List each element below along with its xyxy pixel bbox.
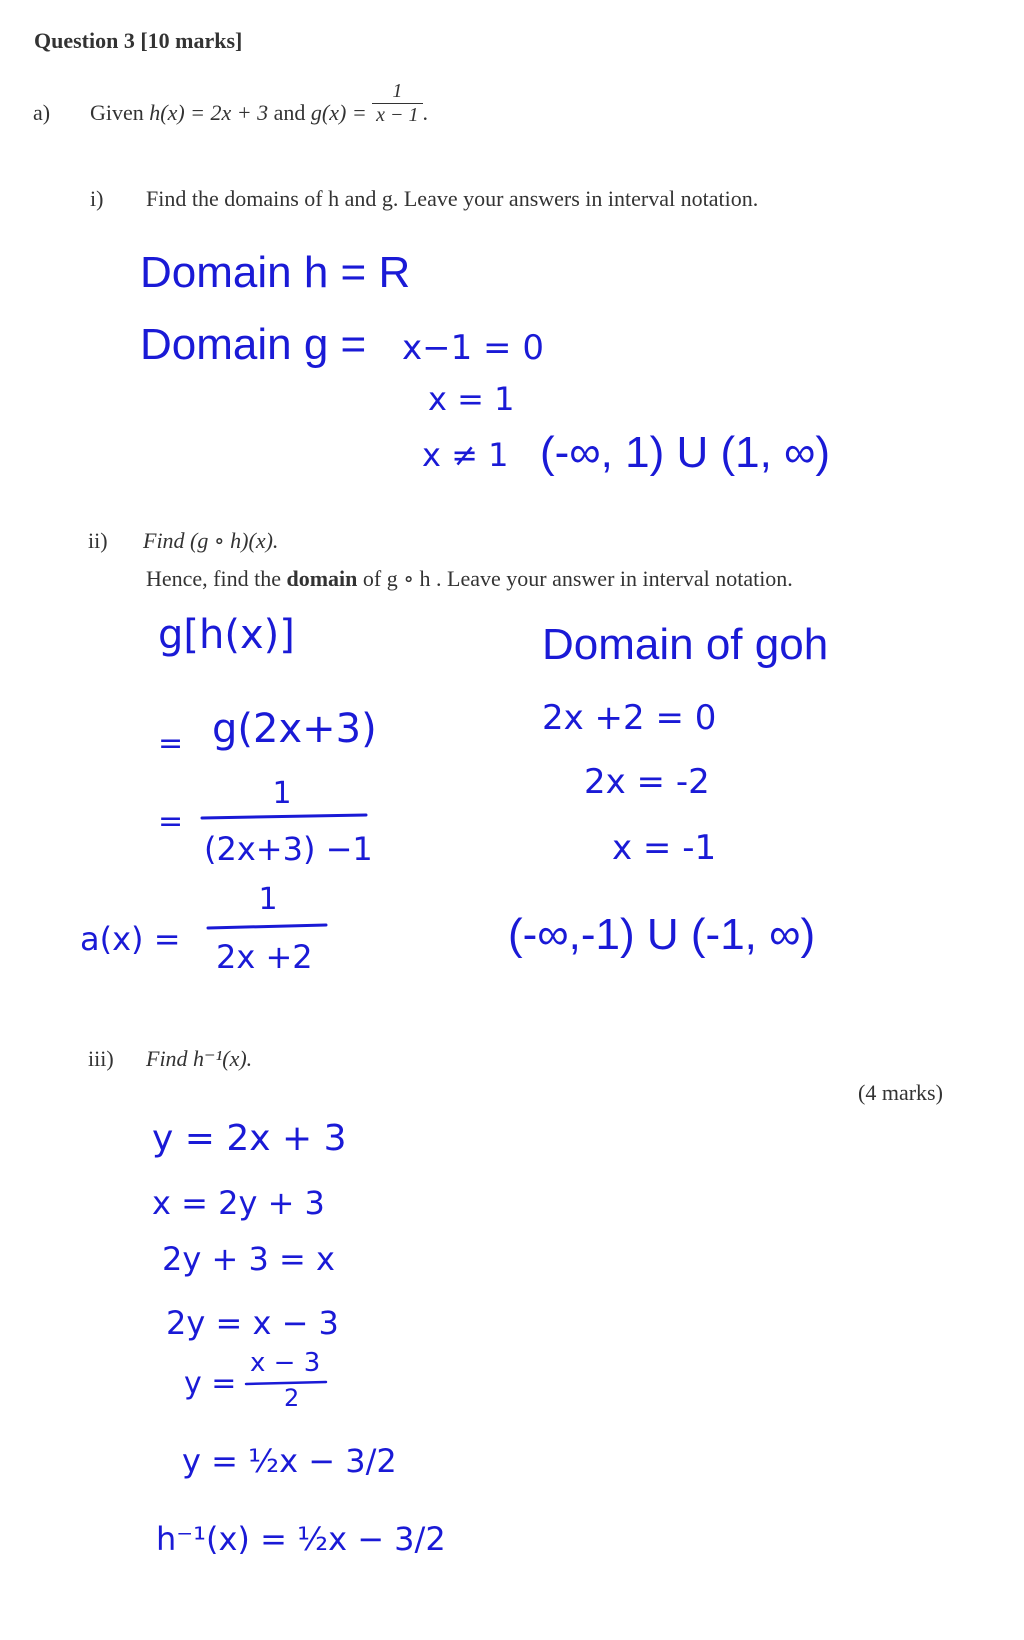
g-numerator: 1 [392,80,403,103]
g-denominator: x − 1 [372,103,422,127]
goh-line1: g[h(x)] [158,612,295,658]
part-ii-label: ii) [88,528,108,553]
domain-g-interval: (-∞, 1) U (1, ∞) [540,428,831,477]
goh-line3-den: (2x+3) −1 [204,830,373,868]
goh-line2: g(2x+3) [212,706,377,752]
domain-g-step1: x−1 = 0 [402,328,544,368]
fraction-bar-line3 [202,815,366,818]
q2-pre: Hence, find the [146,566,281,591]
domain-goh-title: Domain of goh [542,620,829,669]
inverse-line1: y = 2x + 3 [152,1118,347,1159]
inverse-line7: h⁻¹(x) = ½x − 3/2 [156,1520,446,1558]
inverse-line5-lhs: y = [184,1366,237,1401]
inverse-line4: 2y = x − 3 [166,1304,339,1342]
domain-g-step2: x = 1 [428,380,515,418]
inverse-line5-num: x − 3 [250,1348,321,1378]
goh-line4-num: 1 [258,882,278,917]
marks-label: (4 marks) [858,1080,943,1105]
inverse-line5-den: 2 [284,1384,300,1412]
domain-g-step3: x ≠ 1 [422,436,509,474]
and-text: and [273,100,306,125]
domain-goh-step2: 2x = -2 [584,762,710,802]
goh-line4-lhs: a(x) = [80,920,181,958]
part-i-label: i) [90,186,104,211]
given-text: Given [90,100,144,125]
fraction-bar-line4 [208,925,326,928]
domain-goh-interval: (-∞,-1) U (-1, ∞) [508,910,816,959]
q2-bold: domain [286,566,358,591]
inverse-line2: x = 2y + 3 [152,1184,325,1222]
domain-h-answer: Domain h = R [140,248,411,297]
q2-post: of g ∘ h . Leave your answer in interval notation. [362,566,793,591]
goh-line4-den: 2x +2 [216,938,313,976]
part-iii-label: iii) [88,1046,114,1071]
period: . [422,100,429,125]
question-title: Question 3 [10 marks] [34,28,243,53]
g-definition-lhs: g(x) = [310,100,367,125]
h-definition: h(x) = 2x + 3 [149,100,269,125]
eq-sign-2: = [158,804,184,839]
domain-goh-step1: 2x +2 = 0 [542,698,717,738]
inverse-line6: y = ½x − 3/2 [182,1442,397,1480]
part-i-question: Find the domains of h and g. Leave your answers in interval notation. [146,186,759,211]
part-ii-question-1: Find (g ∘ h)(x). [143,528,279,553]
part-iii-question: Find h⁻¹(x). [146,1046,253,1071]
fraction-bar-line5 [246,1382,326,1384]
eq-sign-1: = [158,726,184,761]
goh-line3-num: 1 [272,776,292,811]
domain-goh-step3: x = -1 [612,828,717,868]
inverse-line3: 2y + 3 = x [162,1240,335,1278]
part-a-label: a) [33,100,51,125]
domain-g-answer: Domain g = [140,320,367,369]
